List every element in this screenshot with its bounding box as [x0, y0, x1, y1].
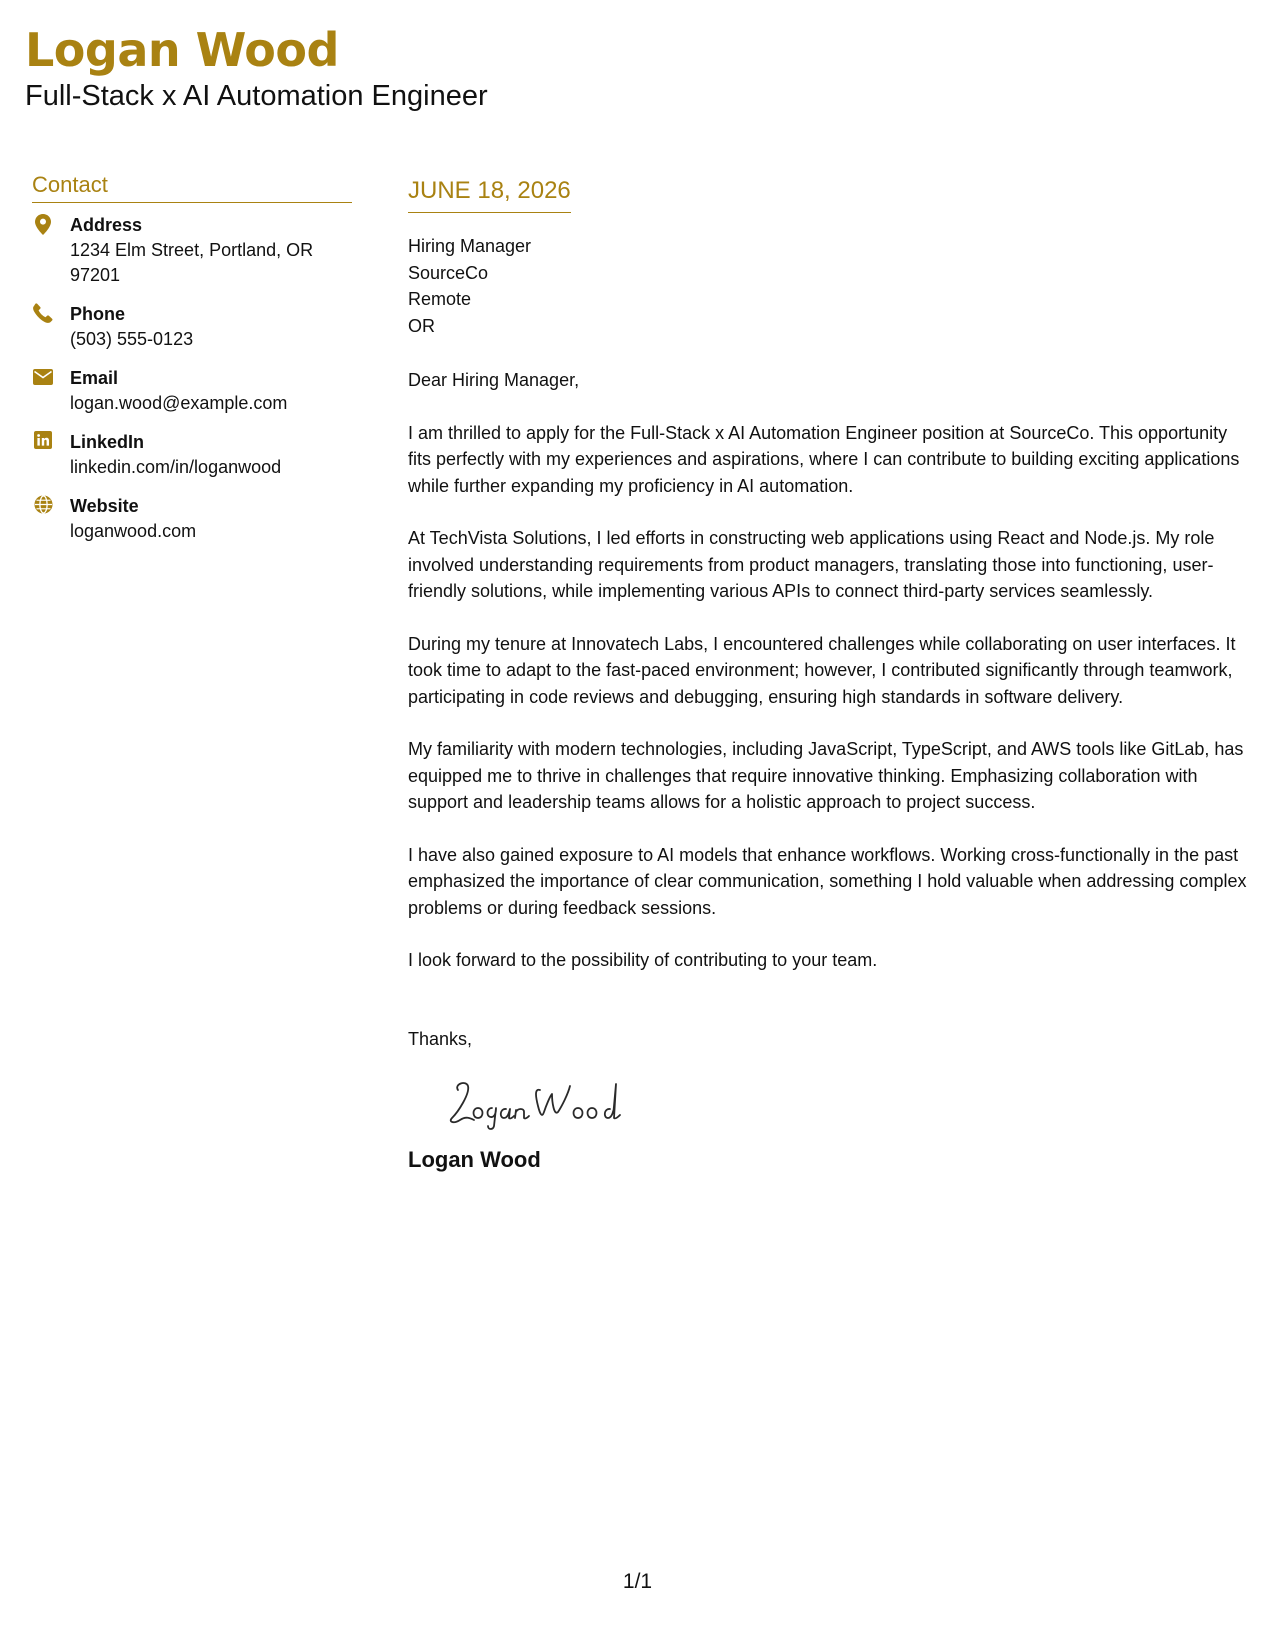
globe-icon: [32, 494, 54, 517]
page-number: 1/1: [622, 1570, 653, 1593]
contact-heading: Contact: [32, 172, 352, 203]
phone-icon: [32, 302, 54, 325]
applicant-role: Full-Stack x AI Automation Engineer: [25, 80, 488, 112]
letter-date: JUNE 18, 2026: [408, 177, 571, 204]
contact-item-address: [32, 213, 352, 288]
recipient-line: Remote: [408, 289, 472, 309]
contact-label-address: Address: [70, 215, 143, 235]
contact-label-email: Email: [70, 368, 119, 388]
contact-value-linkedin: linkedin.com/in/loganwood: [70, 457, 282, 477]
body-paragraph: I have also gained exposure to AI models that enhance workflows. Working cross-functionally in the past emphasized the importance of clear communication, something I hold valuable when addressing complex problems or during feedback sessions.: [408, 844, 1247, 918]
applicant-name: Logan Wood: [25, 23, 339, 77]
recipient-line: Hiring Manager: [408, 236, 532, 256]
handwritten-signature: [444, 1072, 644, 1132]
salutation: Dear Hiring Manager,: [408, 370, 580, 390]
contact-label-website: Website: [70, 496, 139, 516]
signer-name: Logan Wood: [408, 1146, 541, 1172]
recipient-line: SourceCo: [408, 262, 489, 283]
recipient-block: [408, 233, 1253, 339]
date-underline: [408, 176, 571, 213]
contact-sidebar: [32, 172, 352, 558]
contact-value-website: loganwood.com: [70, 521, 197, 541]
map-pin-icon: [32, 213, 54, 236]
closing: Thanks,: [408, 1028, 473, 1049]
contact-label-phone: Phone: [70, 304, 126, 324]
body-paragraph: During my tenure at Innovatech Labs, I encountered challenges while collaborating on user interfaces. It took time to adapt to the fast-paced environment; however, I contributed significantly through teamwork, participating in code reviews and debugging, ensuring high standards in software delivery.: [408, 633, 1236, 707]
contact-item-website: [32, 494, 352, 544]
contact-item-email: [32, 366, 352, 416]
contact-list: [32, 213, 352, 544]
contact-label-linkedin: LinkedIn: [70, 432, 145, 452]
contact-item-linkedin: [32, 430, 352, 480]
recipient-line: OR: [408, 315, 435, 336]
body-paragraph: At TechVista Solutions, I led efforts in constructing web applications using React and Node.js. My role involved understanding requirements from product managers, translating those into functioning, user-friendly solutions, while implementing various APIs to connect third-party services seamlessly.: [408, 528, 1215, 601]
linkedin-icon: [32, 430, 54, 453]
resume-header: [25, 22, 488, 114]
envelope-icon: [32, 366, 54, 389]
contact-item-phone: [32, 302, 352, 352]
contact-value-address: 1234 Elm Street, Portland, OR 97201: [70, 240, 314, 285]
cover-letter: [408, 176, 1253, 1174]
contact-value-phone: (503) 555-0123: [70, 329, 194, 349]
body-paragraph: My familiarity with modern technologies, including JavaScript, TypeScript, and AWS tools like GitLab, has equipped me to thrive in challenges that require innovative thinking. Emphasizing collaboration with support and leadership teams allows for a holistic approach to project success.: [408, 739, 1244, 812]
contact-value-email: logan.wood@example.com: [70, 393, 288, 413]
body-paragraph: I look forward to the possibility of contributing to your team.: [408, 950, 878, 970]
body-paragraph: I am thrilled to apply for the Full-Stack x AI Automation Engineer position at SourceCo. This opportunity fits perfectly with my experiences and aspirations, where I can contribute to building exciting applications while further expanding my proficiency in AI automation.: [408, 422, 1240, 496]
